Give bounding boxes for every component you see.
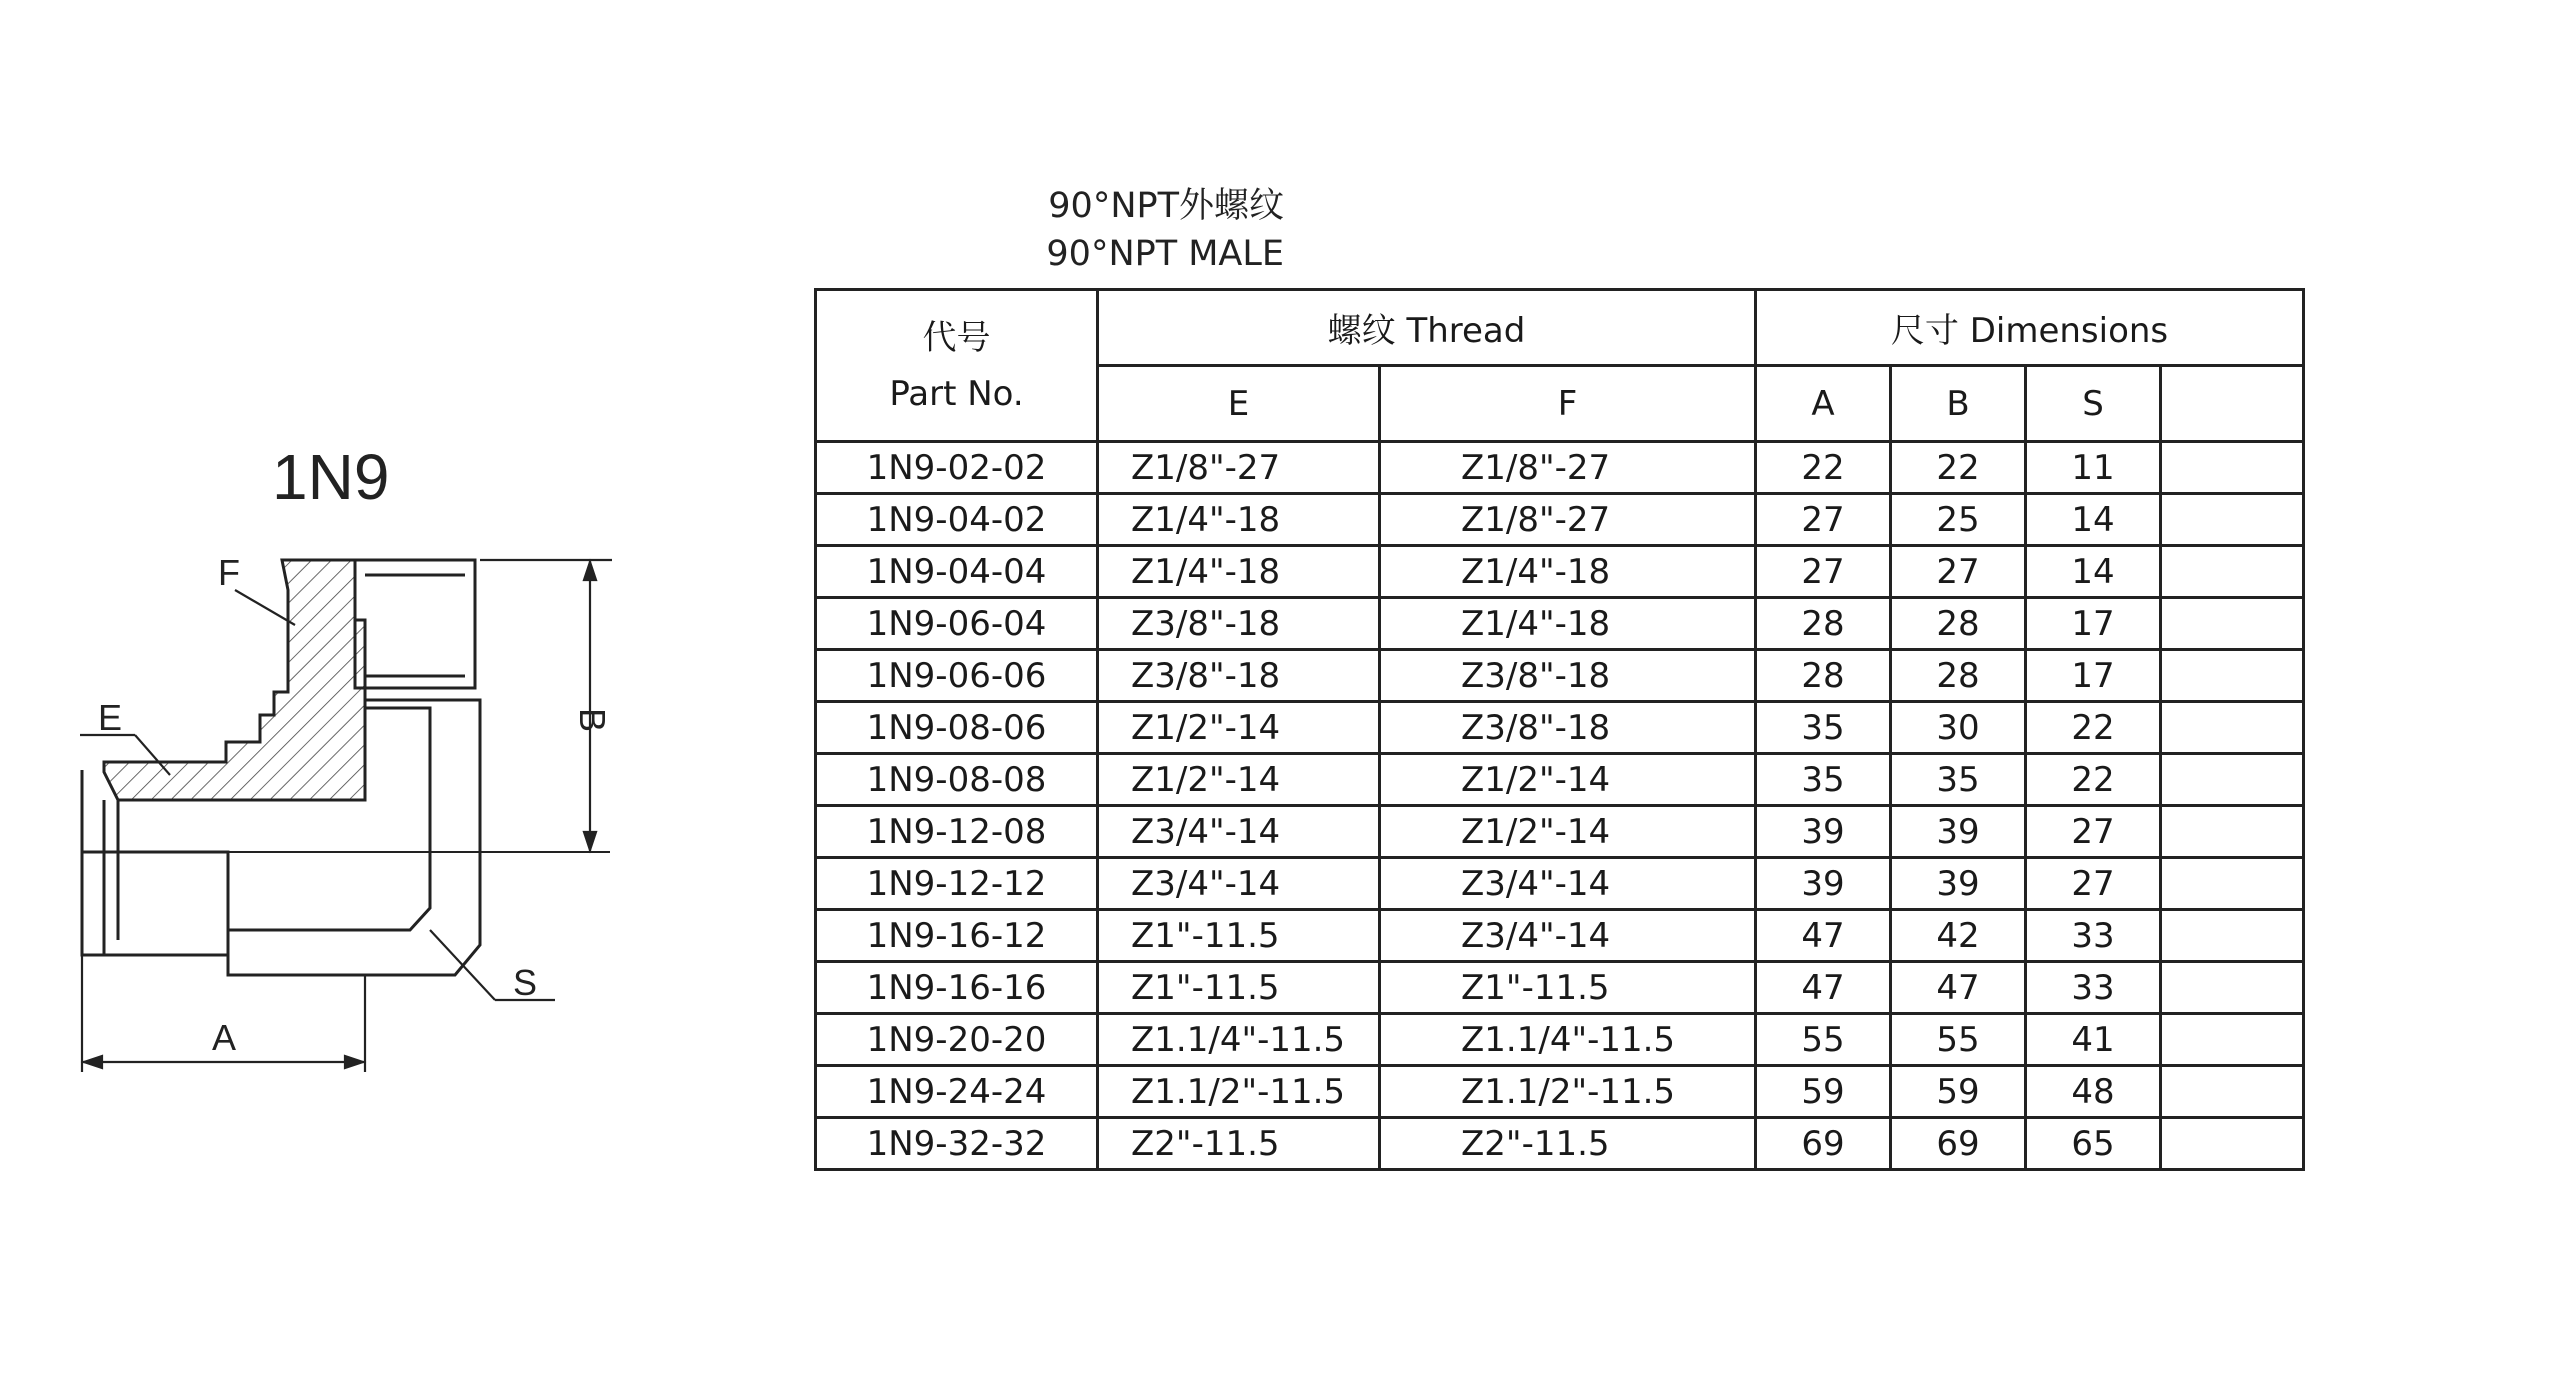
label-e: E: [98, 697, 123, 738]
dimension-s-cell: 17: [2026, 598, 2161, 650]
thread-f-cell: Z1/8"-27: [1380, 442, 1756, 494]
part-number-cell: 1N9-08-08: [816, 754, 1098, 806]
part-number-cell: 1N9-12-08: [816, 806, 1098, 858]
dimension-a-cell: 27: [1756, 546, 1891, 598]
dimension-b-cell: 30: [1891, 702, 2026, 754]
dimension-s-cell: 65: [2026, 1118, 2161, 1170]
thread-e-cell: Z1/4"-18: [1098, 546, 1380, 598]
thread-e-cell: Z3/4"-14: [1098, 806, 1380, 858]
dimension-b-cell: 39: [1891, 806, 2026, 858]
dimension-b-cell: 59: [1891, 1066, 2026, 1118]
part-number-cell: 1N9-20-20: [816, 1014, 1098, 1066]
part-number-cell: 1N9-04-04: [816, 546, 1098, 598]
table-row: [816, 1118, 2304, 1170]
caption-english: 90°NPT MALE: [1046, 234, 1284, 274]
blank-cell: [2161, 1066, 2304, 1118]
part-number-cell: 1N9-04-02: [816, 494, 1098, 546]
thread-f-cell: Z1.1/2"-11.5: [1380, 1066, 1756, 1118]
dimension-s-cell: 27: [2026, 858, 2161, 910]
table-row: [816, 546, 2304, 598]
dimension-a-cell: 27: [1756, 494, 1891, 546]
table-row: [816, 702, 2304, 754]
thread-f-cell: Z1/2"-14: [1380, 754, 1756, 806]
thread-e-cell: Z1/2"-14: [1098, 754, 1380, 806]
blank-cell: [2161, 702, 2304, 754]
table-row: [816, 650, 2304, 702]
dimension-s-cell: 22: [2026, 754, 2161, 806]
column-header-f: F: [1380, 366, 1756, 442]
blank-cell: [2161, 598, 2304, 650]
table-row: [816, 910, 2304, 962]
blank-cell: [2161, 650, 2304, 702]
blank-cell: [2161, 546, 2304, 598]
part-number-cell: 1N9-16-16: [816, 962, 1098, 1014]
thread-e-cell: Z3/8"-18: [1098, 650, 1380, 702]
spec-table: [814, 288, 2305, 1171]
column-header-blank: [2161, 366, 2304, 442]
dimension-a-cell: 59: [1756, 1066, 1891, 1118]
dimension-a-cell: 35: [1756, 754, 1891, 806]
thread-f-cell: Z1/8"-27: [1380, 494, 1756, 546]
part-number-header-cn: 代号: [922, 317, 991, 358]
dimension-s-cell: 14: [2026, 494, 2161, 546]
blank-cell: [2161, 1014, 2304, 1066]
thread-header: 螺纹 Thread: [1098, 290, 1756, 366]
dimension-b-cell: 22: [1891, 442, 2026, 494]
dimension-s-cell: 41: [2026, 1014, 2161, 1066]
thread-e-cell: Z3/4"-14: [1098, 858, 1380, 910]
thread-f-cell: Z1"-11.5: [1380, 962, 1756, 1014]
part-number-header: [816, 290, 1098, 442]
column-header-s: S: [2026, 366, 2161, 442]
dimension-a-cell: 35: [1756, 702, 1891, 754]
dimension-b-cell: 28: [1891, 650, 2026, 702]
part-number-cell: 1N9-02-02: [816, 442, 1098, 494]
label-f: F: [218, 552, 240, 593]
dimension-a-cell: 28: [1756, 598, 1891, 650]
dimension-a-cell: 39: [1756, 858, 1891, 910]
blank-cell: [2161, 754, 2304, 806]
table-row: [816, 806, 2304, 858]
dimension-b-cell: 39: [1891, 858, 2026, 910]
blank-cell: [2161, 494, 2304, 546]
blank-cell: [2161, 1118, 2304, 1170]
dimension-a-cell: 39: [1756, 806, 1891, 858]
table-row: [816, 494, 2304, 546]
dimension-b-cell: 35: [1891, 754, 2026, 806]
label-a: A: [212, 1017, 237, 1058]
table-row: [816, 1014, 2304, 1066]
thread-e-cell: Z1.1/2"-11.5: [1098, 1066, 1380, 1118]
dimension-a-cell: 47: [1756, 910, 1891, 962]
thread-e-cell: Z1"-11.5: [1098, 910, 1380, 962]
dimension-a-cell: 69: [1756, 1118, 1891, 1170]
table-row: [816, 962, 2304, 1014]
dimension-b-cell: 55: [1891, 1014, 2026, 1066]
thread-f-cell: Z1.1/4"-11.5: [1380, 1014, 1756, 1066]
model-title: 1N9: [272, 441, 390, 513]
thread-e-cell: Z1"-11.5: [1098, 962, 1380, 1014]
table-row: [816, 598, 2304, 650]
thread-f-cell: Z3/8"-18: [1380, 650, 1756, 702]
thread-e-cell: Z1/4"-18: [1098, 494, 1380, 546]
thread-e-cell: Z1/2"-14: [1098, 702, 1380, 754]
table-row: [816, 858, 2304, 910]
thread-f-cell: Z3/8"-18: [1380, 702, 1756, 754]
label-b: B: [572, 708, 613, 733]
thread-e-cell: Z1.1/4"-11.5: [1098, 1014, 1380, 1066]
part-number-cell: 1N9-16-12: [816, 910, 1098, 962]
dimension-b-cell: 28: [1891, 598, 2026, 650]
part-number-cell: 1N9-06-04: [816, 598, 1098, 650]
column-header-b: B: [1891, 366, 2026, 442]
thread-e-cell: Z3/8"-18: [1098, 598, 1380, 650]
part-number-cell: 1N9-08-06: [816, 702, 1098, 754]
thread-f-cell: Z3/4"-14: [1380, 858, 1756, 910]
port-f-thread: [355, 560, 475, 688]
thread-f-cell: Z1/2"-14: [1380, 806, 1756, 858]
dimension-s-cell: 14: [2026, 546, 2161, 598]
column-header-a: A: [1756, 366, 1891, 442]
thread-e-cell: Z2"-11.5: [1098, 1118, 1380, 1170]
blank-cell: [2161, 858, 2304, 910]
column-header-e: E: [1098, 366, 1380, 442]
dimension-a-cell: 28: [1756, 650, 1891, 702]
blank-cell: [2161, 442, 2304, 494]
part-number-cell: 1N9-24-24: [816, 1066, 1098, 1118]
thread-f-cell: Z1/4"-18: [1380, 598, 1756, 650]
body-section-hatch: [104, 560, 365, 800]
dimensions-header: 尺寸 Dimensions: [1756, 290, 2304, 366]
dimension-b-cell: 42: [1891, 910, 2026, 962]
dimension-s-cell: 11: [2026, 442, 2161, 494]
dimension-s-cell: 27: [2026, 806, 2161, 858]
thread-f-cell: Z1/4"-18: [1380, 546, 1756, 598]
thread-e-cell: Z1/8"-27: [1098, 442, 1380, 494]
dimension-s-cell: 33: [2026, 962, 2161, 1014]
dimension-b-cell: 27: [1891, 546, 2026, 598]
dimension-b-cell: 69: [1891, 1118, 2026, 1170]
thread-f-cell: Z3/4"-14: [1380, 910, 1756, 962]
dimension-s-cell: 48: [2026, 1066, 2161, 1118]
part-number-cell: 1N9-12-12: [816, 858, 1098, 910]
part-number-cell: 1N9-32-32: [816, 1118, 1098, 1170]
dimension-a-cell: 55: [1756, 1014, 1891, 1066]
thread-f-cell: Z2"-11.5: [1380, 1118, 1756, 1170]
part-number-header-en: Part No.: [889, 373, 1024, 414]
dimension-a-cell: 22: [1756, 442, 1891, 494]
dimension-b-cell: 47: [1891, 962, 2026, 1014]
table-row: [816, 1066, 2304, 1118]
dimension-s-cell: 17: [2026, 650, 2161, 702]
blank-cell: [2161, 910, 2304, 962]
label-s: S: [513, 962, 538, 1003]
dimension-s-cell: 22: [2026, 702, 2161, 754]
part-number-cell: 1N9-06-06: [816, 650, 1098, 702]
dimension-a-cell: 47: [1756, 962, 1891, 1014]
blank-cell: [2161, 806, 2304, 858]
table-row: [816, 754, 2304, 806]
dimension-s-cell: 33: [2026, 910, 2161, 962]
table-row: [816, 442, 2304, 494]
caption-chinese: 90°NPT外螺纹: [1048, 186, 1284, 226]
blank-cell: [2161, 962, 2304, 1014]
dimension-b-cell: 25: [1891, 494, 2026, 546]
